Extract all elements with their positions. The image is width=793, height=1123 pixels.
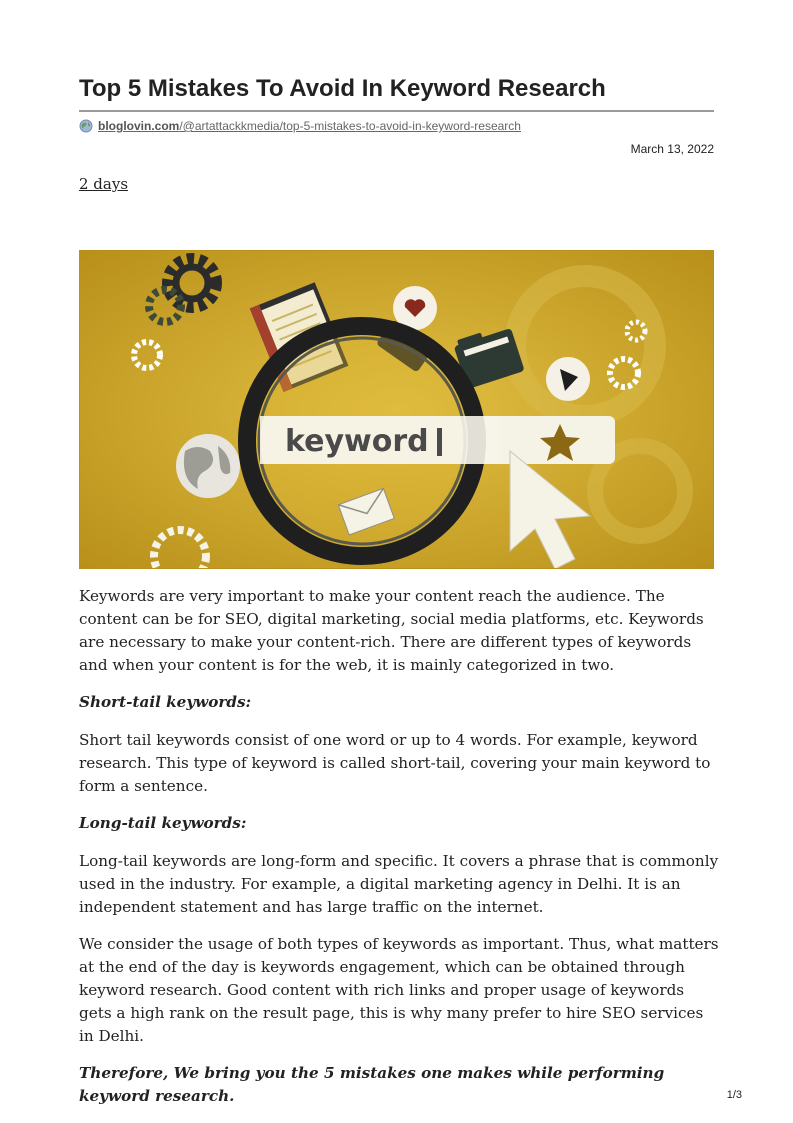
paragraph-usage: We consider the usage of both types of keywords as important. Thus, what matters at the end of the day is keywords engagement, which can be obtained through keyword research. Good content with rich links and proper usage of keywords gets a high rank on the result page, this is why many prefer to hire SEO services in Delhi. (79, 935, 719, 1045)
page-title: Top 5 Mistakes To Avoid In Keyword Research (79, 75, 606, 102)
source-path: /@artattackkmedia/top-5-mistakes-to-avoid-in-keyword-research (179, 119, 521, 133)
heading-long-tail: Long-tail keywords: (79, 814, 247, 832)
source-link-row (79, 117, 521, 135)
article-body (79, 585, 719, 1123)
paragraph-long-tail: Long-tail keywords are long-form and specific. It covers a phrase that is commonly used in the industry. For example, a digital marketing agency in Delhi. It is an independent statement and has large traffic on the internet. (79, 852, 719, 916)
globe-icon (79, 119, 93, 133)
hero-search-text: keyword (285, 424, 429, 459)
hero-image (79, 250, 714, 569)
page-number: 1/3 (726, 1089, 742, 1101)
paragraph-short-tail: Short tail keywords consist of one word or up to 4 words. For example, keyword research. This type of keyword is called short-tail, covering your main keyword to form a sentence. (79, 731, 711, 795)
publish-date: March 13, 2022 (630, 142, 714, 156)
magnifier-keyword-illustration-icon (80, 251, 714, 569)
source-url-link[interactable] (98, 119, 521, 133)
title-divider (79, 110, 714, 112)
heading-five-mistakes: Therefore, We bring you the 5 mistakes one makes while performing keyword research. (79, 1064, 665, 1105)
paragraph-intro: Keywords are very important to make your content reach the audience. The content can be for SEO, digital marketing, social media platforms, etc. Keywords are necessary to make your content-rich. There are different types of keywords and when your content is for the web, it is mainly categorized in two. (79, 587, 704, 674)
heading-short-tail: Short-tail keywords: (79, 693, 252, 711)
posted-ago-link[interactable]: 2 days (79, 175, 129, 193)
source-domain: bloglovin.com (98, 119, 180, 133)
